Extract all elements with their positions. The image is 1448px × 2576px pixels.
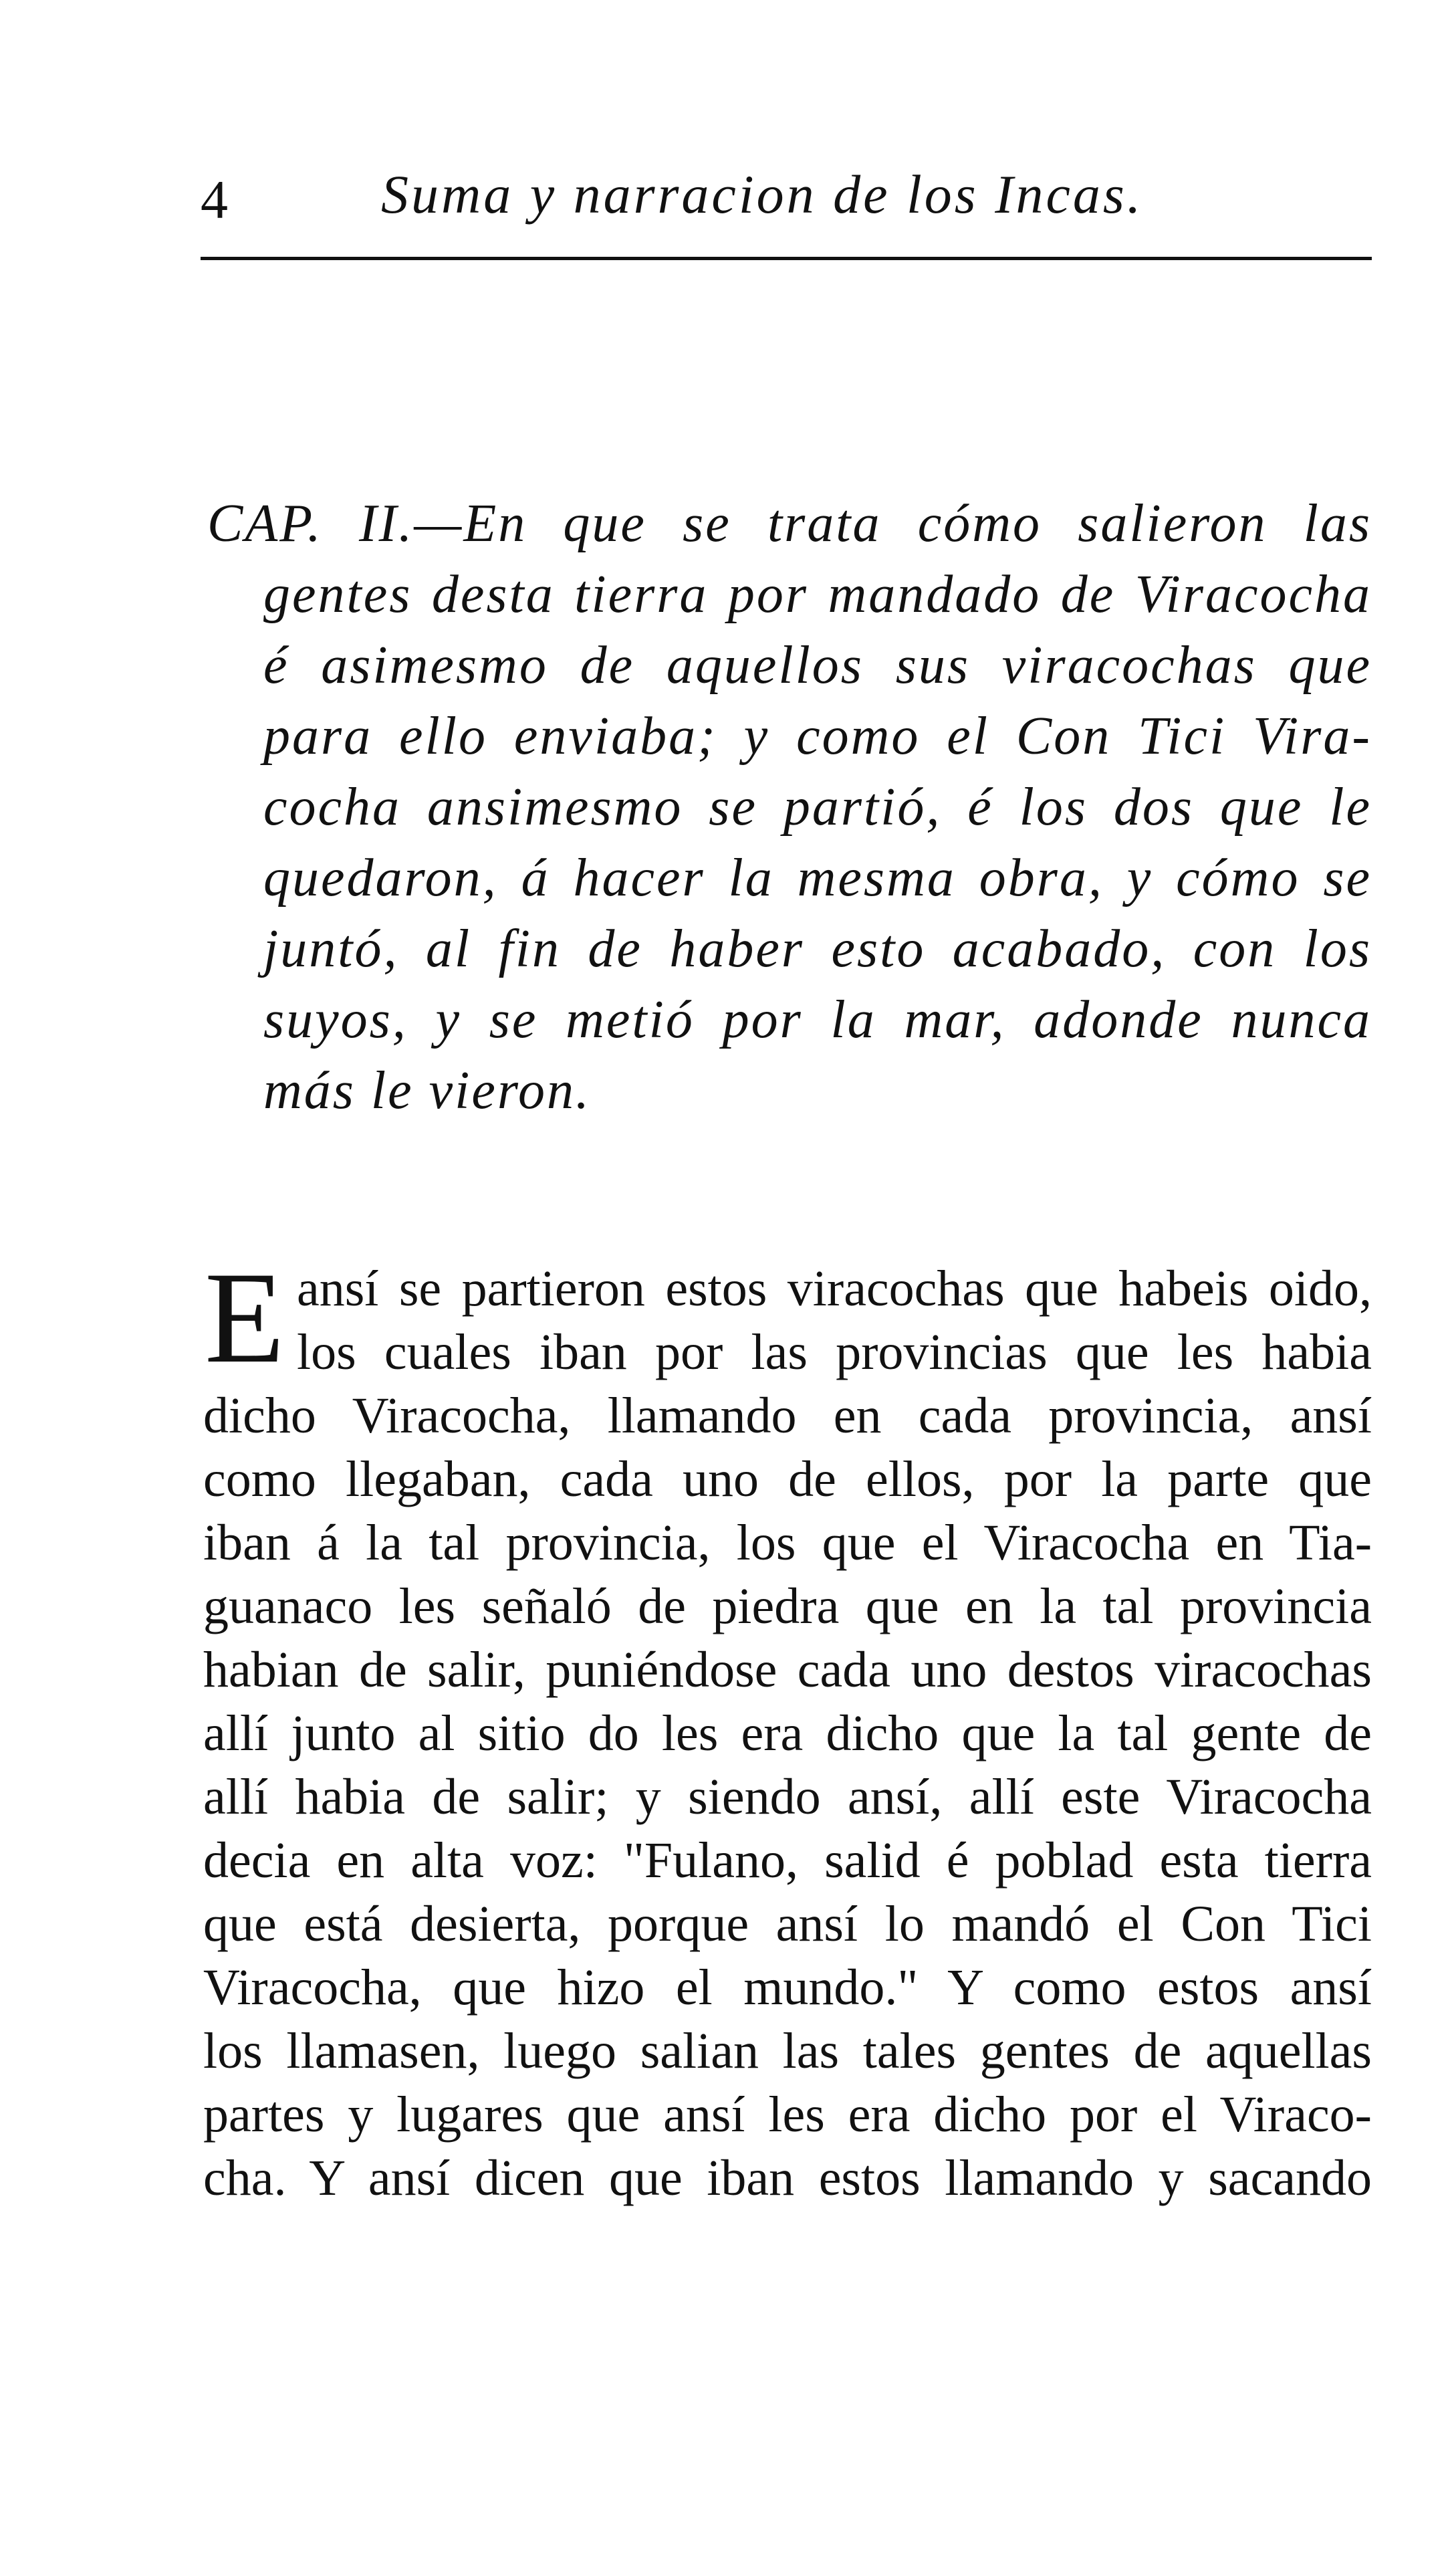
body-line: los llamasen, luego salian las tales gentes de aquellas bbox=[203, 2023, 1372, 2079]
body-line: allí habia de salir; y siendo ansí, allí este Viracocha bbox=[203, 1769, 1372, 1825]
heading-line: cocha ansimesmo se partió, é los dos que le bbox=[263, 778, 1372, 837]
body-line: partes y lugares que ansí les era dicho por el Viraco- bbox=[203, 2086, 1372, 2143]
running-title: Suma y narracion de los Incas. bbox=[381, 164, 1144, 225]
heading-line: gentes desta tierra por mandado de Viracocha bbox=[263, 565, 1372, 624]
body-line: allí junto al sitio do les era dicho que la tal gente de bbox=[203, 1705, 1372, 1761]
drop-cap: E bbox=[205, 1245, 285, 1390]
body-line: ansí se partieron estos viracochas que habeis oido, bbox=[297, 1261, 1372, 1317]
body-line: iban á la tal provincia, los que el Viracocha en Tia- bbox=[203, 1515, 1372, 1571]
body-line: que está desierta, porque ansí lo mandó el Con Tici bbox=[203, 1896, 1372, 1952]
heading-line: é asimesmo de aquellos sus viracochas que bbox=[263, 636, 1372, 695]
body-line: decia en alta voz: "Fulano, salid é poblad esta tierra bbox=[203, 1832, 1372, 1889]
body-text bbox=[203, 1245, 1372, 2210]
body-line: dicho Viracocha, llamando en cada provincia, ansí bbox=[203, 1388, 1372, 1444]
heading-line: suyos, y se metió por la mar, adonde nunca bbox=[263, 990, 1372, 1049]
chapter-heading bbox=[207, 488, 1372, 1126]
body-line: guanaco les señaló de piedra que en la tal provincia bbox=[203, 1578, 1372, 1634]
heading-line: CAP. II.—En que se trata cómo salieron las bbox=[207, 494, 1372, 553]
heading-line: quedaron, á hacer la mesma obra, y cómo se bbox=[263, 849, 1372, 907]
header-rule bbox=[201, 257, 1372, 260]
heading-line: para ello enviaba; y como el Con Tici Vira- bbox=[263, 707, 1372, 766]
body-line: habian de salir, puniéndose cada uno destos viracochas bbox=[203, 1642, 1372, 1698]
heading-line: más le vieron. bbox=[263, 1061, 592, 1120]
body-line: como llegaban, cada uno de ellos, por la parte que bbox=[203, 1451, 1372, 1507]
heading-line: juntó, al fin de haber esto acabado, con los bbox=[263, 920, 1372, 978]
body-line: Viracocha, que hizo el mundo." Y como estos ansí bbox=[203, 1959, 1372, 2016]
body-line: cha. Y ansí dicen que iban estos llamando y sacando bbox=[203, 2150, 1372, 2206]
body-line: los cuales iban por las provincias que les habia bbox=[297, 1324, 1372, 1380]
page-number: 4 bbox=[201, 169, 228, 230]
